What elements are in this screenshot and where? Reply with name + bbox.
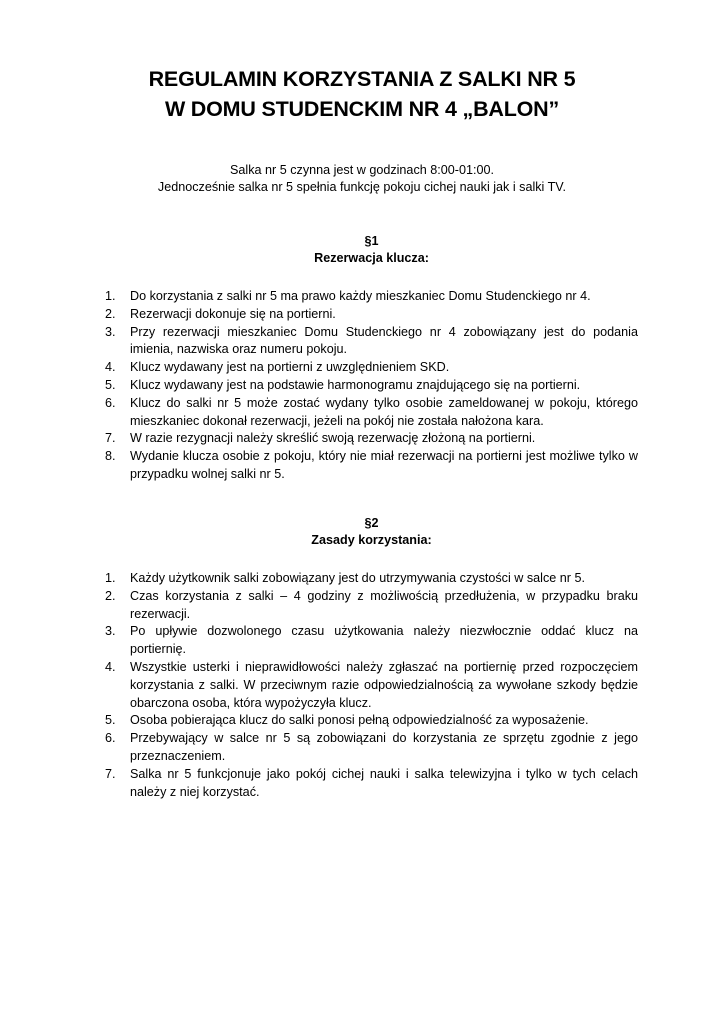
- list-item-number: 3.: [105, 324, 116, 339]
- list-item-number: 5.: [105, 713, 116, 728]
- list-item-text: Po upływie dozwolonego czasu użytkowania należy niezwłocznie oddać klucz na portiernię.: [130, 624, 638, 657]
- list-item-text: Do korzystania z salki nr 5 ma prawo każdy mieszkaniec Domu Studenckiego nr 4.: [130, 289, 591, 303]
- list-item: [105, 623, 638, 659]
- list-item: [105, 659, 638, 712]
- list-item-text: Rezerwacji dokonuje się na portierni.: [130, 306, 336, 321]
- list-item: [105, 588, 638, 624]
- list-item: [105, 359, 638, 377]
- section-number: §2: [364, 516, 379, 530]
- list-item-number: 1.: [105, 289, 116, 303]
- list-item-text: Klucz wydawany jest na portierni z uwzględnieniem SKD.: [130, 360, 450, 375]
- list-item: [105, 324, 638, 360]
- list-item-text: Klucz wydawany jest na podstawie harmonogramu znajdującego się na portierni.: [130, 377, 581, 392]
- list-item: [105, 288, 638, 306]
- section-1: [105, 233, 638, 484]
- list-item-number: 1.: [105, 571, 116, 585]
- section-heading: Rezerwacja klucza:: [314, 251, 429, 265]
- list-item-text: Osoba pobierająca klucz do salki ponosi pełną odpowiedzialność za wyposażenie.: [130, 713, 589, 728]
- intro-line-2: Jednocześnie salka nr 5 spełnia funkcję pokoju cichej nauki jak i salki TV.: [157, 180, 567, 194]
- list-item: [105, 306, 638, 324]
- intro-text: [0, 162, 724, 196]
- list-item-number: 4.: [105, 360, 116, 375]
- list-item-text: Salka nr 5 funkcjonuje jako pokój cichej nauki i salka telewizyjna i tylko w tych celach należy z niej korzystać.: [130, 766, 638, 799]
- list-item: [105, 430, 638, 448]
- list-item-text: W razie rezygnacji należy skreślić swoją rezerwację złożoną na portierni.: [130, 431, 536, 446]
- list-item: [105, 395, 638, 431]
- list-item-text: Każdy użytkownik salki zobowiązany jest do utrzymywania czystości w salce nr 5.: [130, 571, 585, 585]
- list-item: [105, 766, 638, 802]
- list-item-number: 5.: [105, 377, 116, 392]
- section-1-list: [105, 288, 638, 484]
- section-2-list: [105, 570, 638, 801]
- list-item-number: 2.: [105, 306, 116, 321]
- list-item: [105, 448, 638, 484]
- list-item-text: Przebywający w salce nr 5 są zobowiązani do korzystania ze sprzętu zgodnie z jego przeznaczeniem.: [130, 731, 638, 763]
- list-item-number: 4.: [105, 659, 116, 674]
- list-item: [105, 377, 638, 395]
- list-item-number: 2.: [105, 588, 116, 603]
- intro-line-1: Salka nr 5 czynna jest w godzinach 8:00-01:00.: [230, 163, 494, 177]
- list-item: [105, 730, 638, 766]
- document-title: [0, 64, 724, 124]
- section-2: [105, 515, 638, 801]
- section-number: §1: [364, 234, 379, 248]
- list-item-text: Klucz do salki nr 5 może zostać wydany tylko osobie zameldowanej w pokoju, którego mieszkaniec dokonał rezerwacji, jeżeli na pokój nie została nałożona kara.: [130, 395, 638, 428]
- list-item-text: Przy rezerwacji mieszkaniec Domu Studenckiego nr 4 zobowiązany jest do podania imienia, nazwiska oraz numeru pokoju.: [130, 324, 638, 357]
- list-item: [105, 712, 638, 730]
- list-item-number: 7.: [105, 766, 116, 781]
- list-item-number: 8.: [105, 449, 116, 464]
- list-item-text: Wydanie klucza osobie z pokoju, który nie miał rezerwacji na portierni jest możliwe tylko w przypadku wolnej salki nr 5.: [130, 449, 638, 481]
- title-line-2: W DOMU STUDENCKIM NR 4 „BALON”: [164, 97, 560, 121]
- section-heading: Zasady korzystania:: [311, 533, 432, 547]
- list-item-number: 7.: [105, 431, 116, 446]
- title-line-1: REGULAMIN KORZYSTANIA Z SALKI NR 5: [148, 67, 576, 91]
- list-item-number: 3.: [105, 624, 116, 639]
- list-item-number: 6.: [105, 731, 116, 746]
- list-item-text: Czas korzystania z salki – 4 godziny z możliwością przedłużenia, w przypadku braku rezerwacji.: [130, 588, 638, 621]
- list-item: [105, 570, 638, 588]
- list-item-number: 6.: [105, 395, 116, 410]
- list-item-text: Wszystkie usterki i nieprawidłowości należy zgłaszać na portiernię przed rozpoczęciem korzystania z salki. W przeciwnym razie odpowiedzialnością za wywołane szkody będzie obarczona osoba, która wypożyczyła klucz.: [130, 659, 638, 710]
